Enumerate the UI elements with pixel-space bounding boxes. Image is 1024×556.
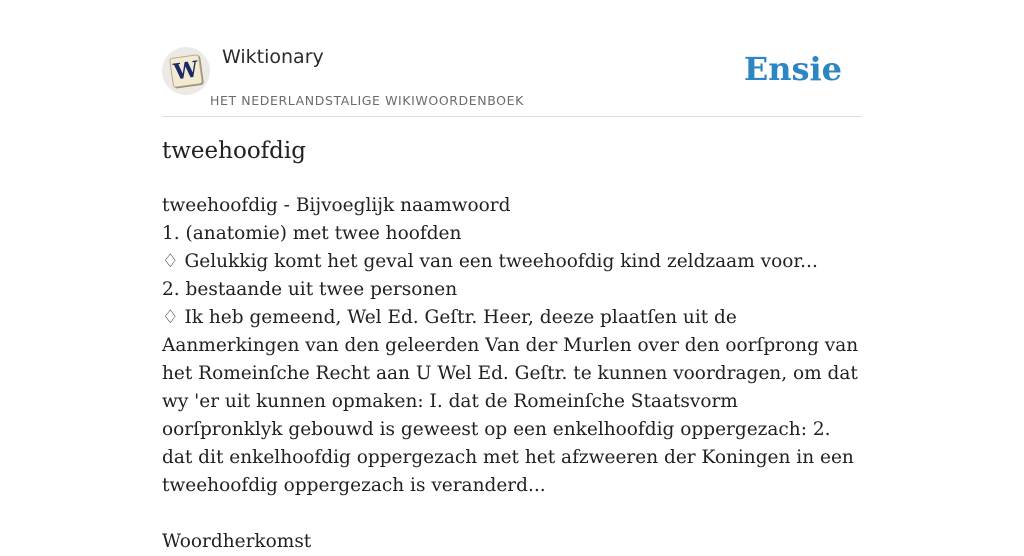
entry-heading-line: tweehoofdig - Bijvoeglijk naamwoord (162, 195, 511, 216)
page-title: tweehoofdig (162, 138, 306, 164)
wiktionary-logo[interactable] (162, 47, 210, 95)
example-2: ♢ Ik heb gemeend, Wel Ed. Geſtr. Heer, deeze plaatſen uit de Aanmerkingen van den geleerden Van der Murlen over den oorſprong van het Romeinſche Recht aan U Wel Ed. Geſtr. te kunnen voordragen, om dat wy 'er uit kunnen opmaken: I. dat de Romeinſche Staatsvorm oorſpronklyk gebouwd is geweest op een enkelhoofdig oppergezach: 2. dat dit enkelhoofdig oppergezach met het afzweeren der Koningen in een tweehoofdig oppergezach is veranderd... (162, 307, 859, 496)
site-tagline: HET NEDERLANDSTALIGE WIKIWOORDENBOEK (210, 93, 524, 108)
site-header (162, 0, 862, 117)
spacer (162, 500, 862, 528)
ensie-brand-link[interactable]: Ensie (743, 50, 842, 88)
entry-content (162, 192, 862, 556)
etymology-heading: Woordherkomst (162, 531, 312, 552)
logo-w-tile: W (169, 54, 203, 88)
sense-1: 1. (anatomie) met twee hoofden (162, 223, 462, 244)
example-1: ♢ Gelukkig komt het geval van een tweehoofdig kind zeldzaam voor... (162, 251, 818, 272)
sense-2: 2. bestaande uit twee personen (162, 279, 458, 300)
site-name[interactable]: Wiktionary (222, 46, 324, 68)
